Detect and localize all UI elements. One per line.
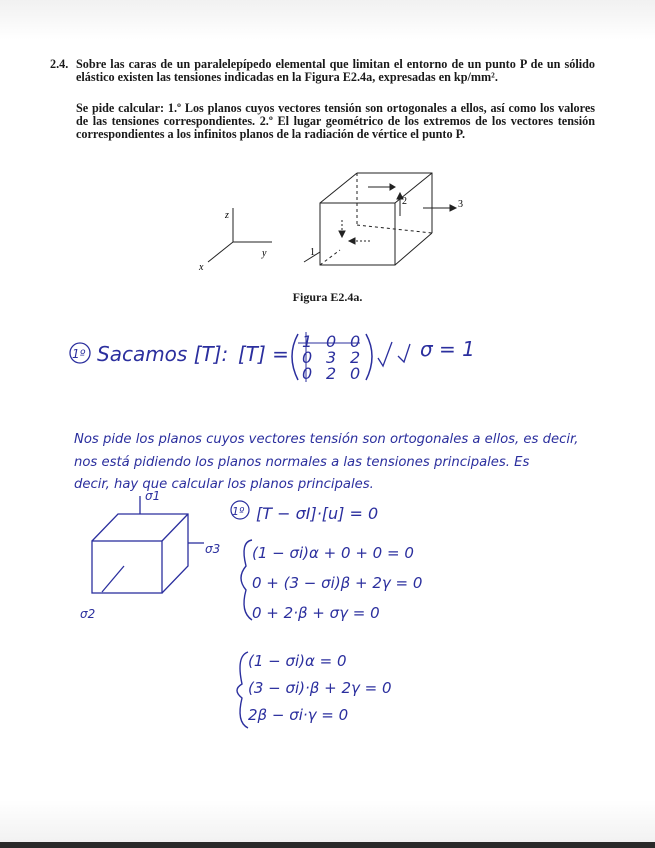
matrix-right-paren — [366, 334, 372, 380]
sketch-sigma2: σ2 — [80, 607, 96, 621]
cube-label-3: 3 — [458, 199, 463, 210]
matrix-left-paren — [292, 334, 298, 380]
system1-eq2: 0 + (3 − σi)β + 2γ = 0 — [252, 574, 423, 592]
check-mark — [378, 342, 392, 366]
sketch-sigma3: σ3 — [205, 542, 221, 556]
matrix-cell: 0 — [350, 364, 361, 383]
matrix-cell: 3 — [326, 348, 337, 367]
matrix-cell: 2 — [326, 364, 337, 383]
axis-label-y: y — [262, 248, 267, 259]
system1-eq1: (1 − σi)α + 0 + 0 = 0 — [252, 544, 414, 562]
problem-statement: Sobre las caras de un paralelepípedo elemental que limitan el entorno de un punto P de un sólido elástico existen las tensiones indicadas en la Figura E2.4a, expresadas en kp/mm². — [76, 57, 595, 84]
sketch-cube — [92, 496, 204, 593]
matrix-cell: 1 — [302, 332, 313, 351]
equation-main: [T − σI]·[u] = 0 — [256, 504, 379, 523]
step2-label: 1º — [232, 505, 245, 518]
matrix-lhs: [T] = — [238, 342, 289, 366]
axis-label-z: z — [225, 210, 229, 221]
system2-eq2: (3 − σi)·β + 2γ = 0 — [248, 679, 392, 697]
sketch-sigma1: σ1 — [145, 489, 161, 503]
system2-brace — [237, 652, 248, 728]
check-mark — [398, 344, 410, 362]
system2-eq1: (1 − σi)α = 0 — [248, 652, 347, 670]
system1-eq3: 0 + 2·β + σγ = 0 — [252, 604, 380, 622]
matrix-cell: 0 — [350, 332, 361, 351]
cube-label-1: 1 — [310, 247, 315, 258]
scan-bottom-edge — [0, 842, 655, 848]
cube-label-2: 2 — [402, 196, 407, 207]
problem-number: 2.4. — [50, 57, 69, 71]
para-line-3: decir, hay que calcular los planos principales. — [74, 477, 374, 492]
sigma-note: σ = 1 — [420, 337, 475, 361]
figure-caption: Figura E2.4a. — [292, 290, 363, 304]
step1-label: 1º — [72, 347, 86, 361]
matrix-cell: 0 — [326, 332, 337, 351]
axis-label-x: x — [199, 262, 204, 273]
matrix-cell: 0 — [302, 364, 313, 383]
para-line-1: Nos pide los planos cuyos vectores tensión son ortogonales a ellos, es decir, — [74, 432, 579, 447]
system2-eq3: 2β − σi·γ = 0 — [248, 706, 349, 724]
matrix-cell: 2 — [350, 348, 361, 367]
para-line-2: nos está pidiendo los planos normales a las tensiones principales. Es — [74, 455, 530, 470]
step1-text: Sacamos [T]: — [97, 342, 229, 366]
system1-brace — [241, 540, 252, 620]
matrix-cells — [302, 332, 360, 383]
problem-question: Se pide calcular: 1.º Los planos cuyos vectores tensión son ortogonales a ellos, así como los valores de las tensiones correspondientes. 2.º El lugar geométrico de los extremos de los vectores tensión correspondientes a los infinitos planos de la radiación de vértice el punto P. — [76, 101, 595, 141]
matrix-cell: 0 — [302, 348, 313, 367]
